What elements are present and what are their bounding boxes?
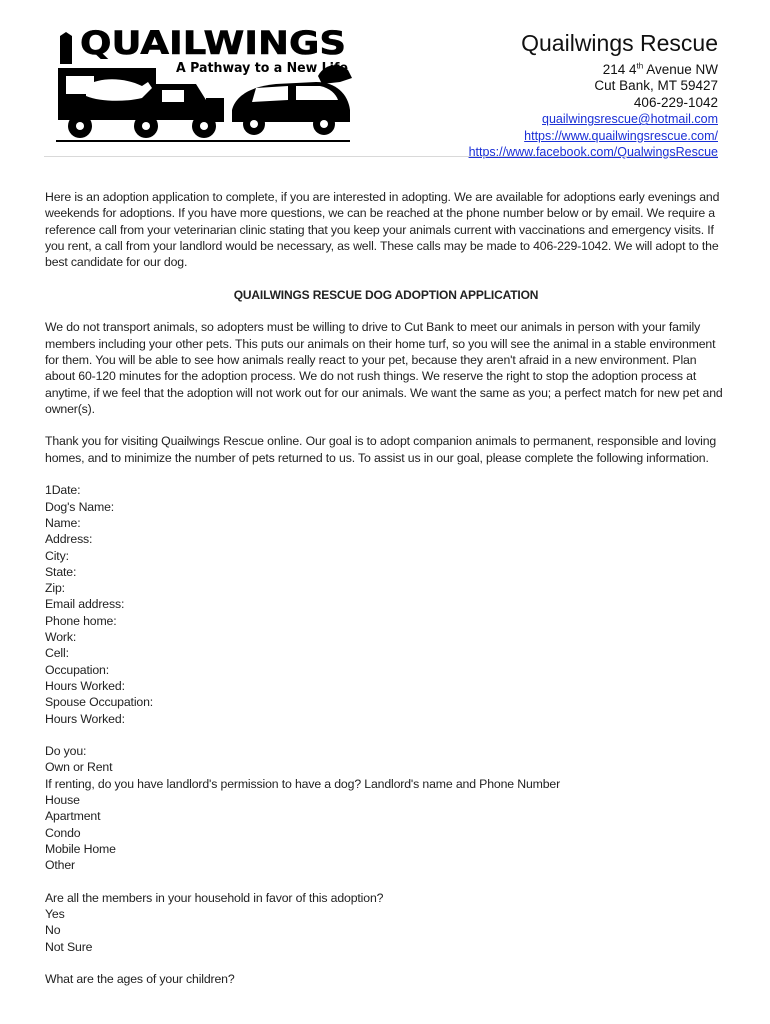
facebook-link[interactable]: https://www.facebook.com/QualwingsRescue [468, 145, 718, 160]
field-phone-home[interactable]: Phone home: [45, 613, 117, 628]
field-date[interactable]: 1Date: [45, 483, 81, 498]
field-spouse-hours-worked[interactable]: Hours Worked: [45, 711, 125, 726]
housing-option-mobile-home[interactable]: Mobile Home [45, 841, 116, 856]
field-name[interactable]: Name: [45, 515, 81, 530]
application-title: QUAILWINGS RESCUE DOG ADOPTION APPLICATION [233, 287, 539, 302]
household-fields [45, 890, 727, 955]
field-occupation[interactable]: Occupation: [45, 662, 109, 677]
housing-option-condo[interactable]: Condo [45, 825, 81, 840]
phone-number: 406-229-1042 [633, 94, 718, 110]
header-divider [44, 156, 718, 157]
personal-fields [45, 482, 727, 726]
field-address[interactable]: Address: [45, 532, 93, 547]
field-zip[interactable]: Zip: [45, 581, 65, 596]
household-question: Are all the members in your household in favor of this adoption? [45, 890, 384, 905]
document-body [45, 189, 727, 988]
org-name: Quailwings Rescue [521, 30, 718, 56]
children-ages-question[interactable]: What are the ages of your children? [45, 972, 235, 987]
logo-wordmark: QUAILWINGS [80, 24, 346, 62]
field-hours-worked[interactable]: Hours Worked: [45, 678, 125, 693]
street-number: 214 4 [602, 61, 637, 77]
field-cell[interactable]: Cell: [45, 646, 69, 661]
website-link[interactable]: https://www.quailwingsrescue.com/ [524, 128, 718, 143]
housing-option-apartment[interactable]: Apartment [45, 809, 101, 824]
street-address [469, 62, 718, 79]
household-option-not-sure[interactable]: Not Sure [45, 939, 93, 954]
household-option-yes[interactable]: Yes [45, 907, 65, 922]
field-work[interactable]: Work: [45, 630, 77, 645]
street-ordinal: th [636, 61, 644, 71]
email-link[interactable]: quailwingsrescue@hotmail.com [542, 112, 718, 127]
thanks-paragraph: Thank you for visiting Quailwings Rescue online. Our goal is to adopt companion animals to permanent, responsible and loving homes, and to minimize the number of pets returned to us. To assist us in our goal, please complete the following information. [45, 434, 717, 465]
street-name: Avenue NW [643, 61, 718, 77]
logo-tagline: A Pathway to a New Life [176, 61, 349, 76]
field-spouse-occupation[interactable]: Spouse Occupation: [45, 695, 154, 710]
field-email[interactable]: Email address: [45, 597, 125, 612]
field-city[interactable]: City: [45, 548, 69, 563]
field-state[interactable]: State: [45, 564, 77, 579]
household-option-no[interactable]: No [45, 923, 61, 938]
contact-block [469, 30, 718, 161]
housing-question: Do you: [45, 744, 87, 759]
city-line: Cut Bank, MT 59427 [594, 78, 718, 94]
quailwings-logo [56, 24, 352, 144]
field-dog-name[interactable]: Dog's Name: [45, 499, 115, 514]
housing-landlord[interactable]: If renting, do you have landlord's permission to have a dog? Landlord's name and Phone Number [45, 776, 561, 791]
housing-own-or-rent[interactable]: Own or Rent [45, 760, 113, 775]
housing-option-house[interactable]: House [45, 792, 80, 807]
transport-paragraph: We do not transport animals, so adopters must be willing to drive to Cut Bank to meet our animals in person with your family members including your other pets. This puts our animals on their home turf, so you will see the animal in a stable environment for them. You will be able to see how animals really react to your pet, because they aren't afraid in a new environment. Plan about 60-120 minutes for the adoption process. We do not rush things. We reserve the right to stop the adoption process at anytime, if we feel that the adoption will not work out for our animals. We want the same as you; a perfect match for new pet and owner(s). [45, 320, 723, 416]
intro-paragraph: Here is an adoption application to complete, if you are interested in adopting. We are available for adoptions early evenings and weekends for adoptions. If you have more questions, we can be reached at the phone number below or by email. We require a reference call from your veterinarian clinic stating that you keep your animals current with vaccinations and emergency visits. If you rent, a call from your landlord would be necessary, as well. These calls may be made to 406-229-1042. We will adopt to the best candidate for our dog. [45, 190, 720, 270]
housing-option-other[interactable]: Other [45, 858, 76, 873]
logo-graphic [56, 24, 352, 144]
housing-fields [45, 743, 727, 873]
